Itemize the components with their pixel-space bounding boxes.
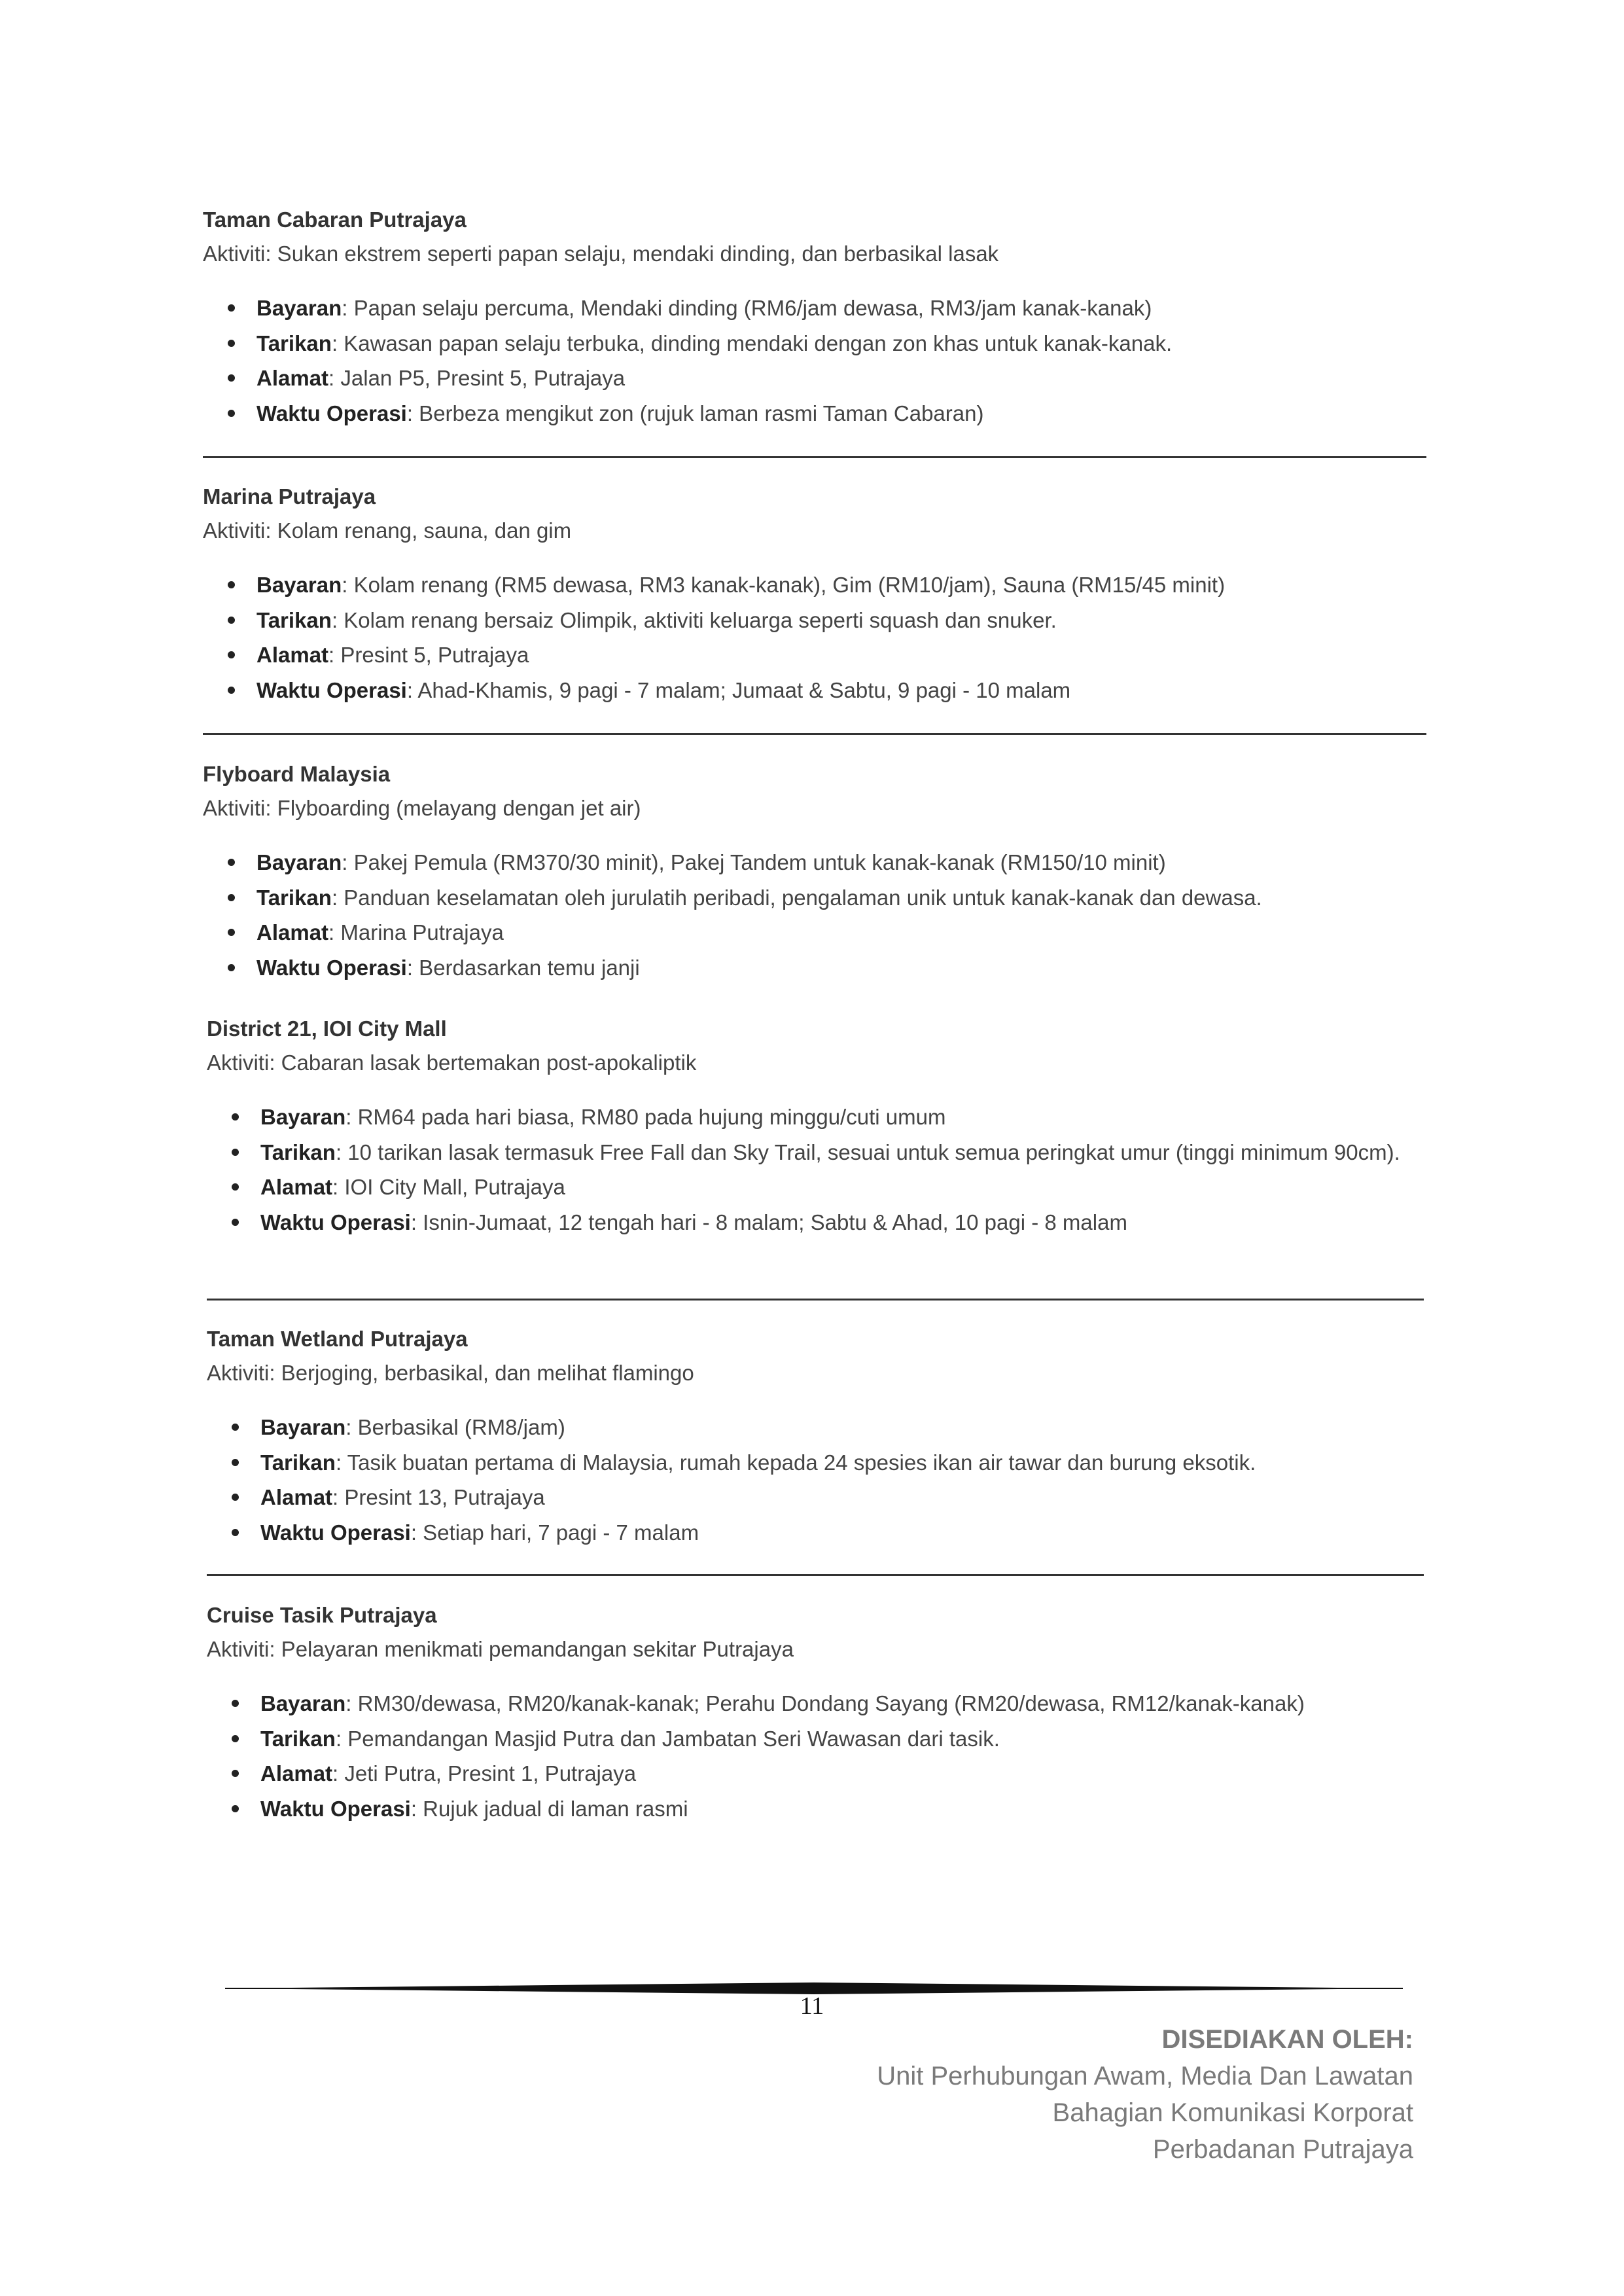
item-label: Alamat	[256, 920, 329, 944]
list-item	[256, 845, 1433, 880]
list-item	[256, 291, 1433, 326]
list-item	[256, 361, 1433, 396]
item-label: Bayaran	[256, 573, 342, 597]
list-item	[260, 1445, 1437, 1480]
item-text: : RM64 pada hari biasa, RM80 pada hujung minggu/cuti umum	[345, 1105, 946, 1129]
item-text: : Marina Putrajaya	[328, 920, 504, 944]
item-label: Waktu Operasi	[256, 955, 407, 980]
list-item	[256, 950, 1433, 986]
item-text: : Ahad-Khamis, 9 pagi - 7 malam; Jumaat & Sabtu, 9 pagi - 10 malam	[406, 677, 1071, 702]
section-flyboard	[203, 757, 1433, 985]
list-item	[256, 637, 1433, 673]
prepared-by-line: Perbadanan Putrajaya	[1152, 2135, 1413, 2164]
list-item	[256, 915, 1433, 950]
list-item	[260, 1791, 1437, 1827]
section-marina	[203, 480, 1433, 708]
item-text: : Jeti Putra, Presint 1, Putrajaya	[332, 1761, 637, 1785]
item-text: : 10 tarikan lasak termasuk Free Fall dan Sky Trail, sesuai untuk semua peringkat umur (tinggi minimum 90cm).	[335, 1139, 1400, 1164]
item-label: Bayaran	[256, 850, 342, 874]
item-label: Bayaran	[260, 1691, 346, 1715]
list-item	[260, 1515, 1437, 1551]
list-item	[256, 673, 1433, 708]
detail-list	[207, 1410, 1437, 1550]
list-item	[256, 603, 1433, 638]
item-label: Tarikan	[260, 1726, 336, 1751]
item-text: : Kawasan papan selaju terbuka, dinding mendaki dengan zon khas untuk kanak-kanak.	[331, 331, 1173, 355]
detail-list	[203, 567, 1433, 708]
item-label: Bayaran	[256, 296, 342, 320]
detail-list	[207, 1100, 1424, 1240]
section-cruise	[207, 1598, 1437, 1826]
section-activity: Aktiviti: Cabaran lasak bertemakan post-apokaliptik	[207, 1050, 697, 1075]
item-text: : Kolam renang (RM5 dewasa, RM3 kanak-kanak), Gim (RM10/jam), Sauna (RM15/45 minit)	[342, 573, 1226, 597]
list-item	[260, 1410, 1437, 1445]
item-label: Tarikan	[260, 1139, 336, 1164]
item-text: : RM30/dewasa, RM20/kanak-kanak; Perahu Dondang Sayang (RM20/dewasa, RM12/kanak-kanak)	[345, 1691, 1305, 1715]
item-label: Alamat	[260, 1485, 333, 1509]
section-title: Taman Cabaran Putrajaya	[203, 207, 467, 232]
item-label: Alamat	[260, 1175, 333, 1199]
item-text: : Isnin-Jumaat, 12 tengah hari - 8 malam; Sabtu & Ahad, 10 pagi - 8 malam	[410, 1210, 1127, 1234]
item-label: Tarikan	[260, 1450, 336, 1475]
page-number: 11	[800, 1992, 824, 2020]
section-activity: Aktiviti: Sukan ekstrem seperti papan selaju, mendaki dinding, dan berbasikal lasak	[203, 242, 999, 266]
item-label: Waktu Operasi	[260, 1210, 411, 1234]
list-item	[260, 1756, 1437, 1791]
item-text: : Presint 5, Putrajaya	[328, 643, 529, 667]
item-text: : Berdasarkan temu janji	[406, 955, 640, 980]
section-divider	[203, 456, 1426, 458]
section-title: Taman Wetland Putrajaya	[207, 1327, 468, 1351]
item-text: : Pakej Pemula (RM370/30 minit), Pakej Tandem untuk kanak-kanak (RM150/10 minit)	[342, 850, 1166, 874]
item-label: Tarikan	[256, 607, 332, 632]
section-title: Marina Putrajaya	[203, 484, 376, 509]
item-text: : Rujuk jadual di laman rasmi	[410, 1796, 688, 1821]
item-text: : Berbasikal (RM8/jam)	[345, 1415, 565, 1439]
item-text: : IOI City Mall, Putrajaya	[332, 1175, 565, 1199]
detail-list	[207, 1686, 1437, 1826]
item-label: Waktu Operasi	[260, 1520, 411, 1545]
section-activity: Aktiviti: Pelayaran menikmati pemandangan sekitar Putrajaya	[207, 1637, 794, 1661]
detail-list	[203, 845, 1433, 985]
item-text: : Papan selaju percuma, Mendaki dinding (RM6/jam dewasa, RM3/jam kanak-kanak)	[342, 296, 1152, 320]
list-item	[260, 1205, 1424, 1240]
item-text: : Panduan keselamatan oleh jurulatih peribadi, pengalaman unik untuk kanak-kanak dan dewasa.	[331, 885, 1262, 910]
item-text: : Kolam renang bersaiz Olimpik, aktiviti keluarga seperti squash dan snuker.	[331, 607, 1057, 632]
item-label: Waktu Operasi	[256, 401, 407, 425]
list-item	[260, 1170, 1424, 1205]
list-item	[260, 1135, 1424, 1170]
section-taman-cabaran	[203, 203, 1433, 431]
list-item	[260, 1100, 1424, 1135]
list-item	[256, 396, 1433, 431]
item-text: : Presint 13, Putrajaya	[332, 1485, 545, 1509]
item-label: Bayaran	[260, 1415, 346, 1439]
item-label: Alamat	[256, 366, 329, 390]
prepared-by-title: DISEDIAKAN OLEH:	[1161, 2025, 1413, 2054]
item-text: : Pemandangan Masjid Putra dan Jambatan Seri Wawasan dari tasik.	[335, 1726, 1000, 1751]
section-district21	[207, 1012, 1424, 1240]
section-title: District 21, IOI City Mall	[207, 1016, 447, 1041]
section-activity: Aktiviti: Berjoging, berbasikal, dan melihat flamingo	[207, 1361, 694, 1385]
list-item	[260, 1686, 1437, 1721]
list-item	[256, 880, 1433, 916]
section-activity: Aktiviti: Kolam renang, sauna, dan gim	[203, 518, 572, 543]
section-activity: Aktiviti: Flyboarding (melayang dengan jet air)	[203, 796, 641, 820]
item-text: : Tasik buatan pertama di Malaysia, rumah kepada 24 spesies ikan air tawar dan burung eksotik.	[335, 1450, 1256, 1475]
prepared-by-block	[877, 2021, 1413, 2168]
item-text: : Berbeza mengikut zon (rujuk laman rasmi Taman Cabaran)	[406, 401, 984, 425]
detail-list	[203, 291, 1433, 431]
item-label: Tarikan	[256, 331, 332, 355]
section-divider	[207, 1574, 1424, 1576]
prepared-by-line: Bahagian Komunikasi Korporat	[1052, 2098, 1413, 2127]
item-label: Waktu Operasi	[260, 1796, 411, 1821]
list-item	[256, 326, 1433, 361]
item-label: Waktu Operasi	[256, 677, 407, 702]
section-title: Flyboard Malaysia	[203, 762, 391, 786]
item-label: Bayaran	[260, 1105, 346, 1129]
list-item	[256, 567, 1433, 603]
list-item	[260, 1480, 1437, 1515]
section-title: Cruise Tasik Putrajaya	[207, 1603, 437, 1627]
item-label: Tarikan	[256, 885, 332, 910]
section-wetland	[207, 1322, 1437, 1550]
item-label: Alamat	[256, 643, 329, 667]
item-label: Alamat	[260, 1761, 333, 1785]
section-divider	[203, 733, 1426, 735]
section-divider	[207, 1299, 1424, 1300]
item-text: : Setiap hari, 7 pagi - 7 malam	[410, 1520, 699, 1545]
list-item	[260, 1721, 1437, 1757]
item-text: : Jalan P5, Presint 5, Putrajaya	[328, 366, 626, 390]
prepared-by-line: Unit Perhubungan Awam, Media Dan Lawatan	[877, 2062, 1413, 2090]
